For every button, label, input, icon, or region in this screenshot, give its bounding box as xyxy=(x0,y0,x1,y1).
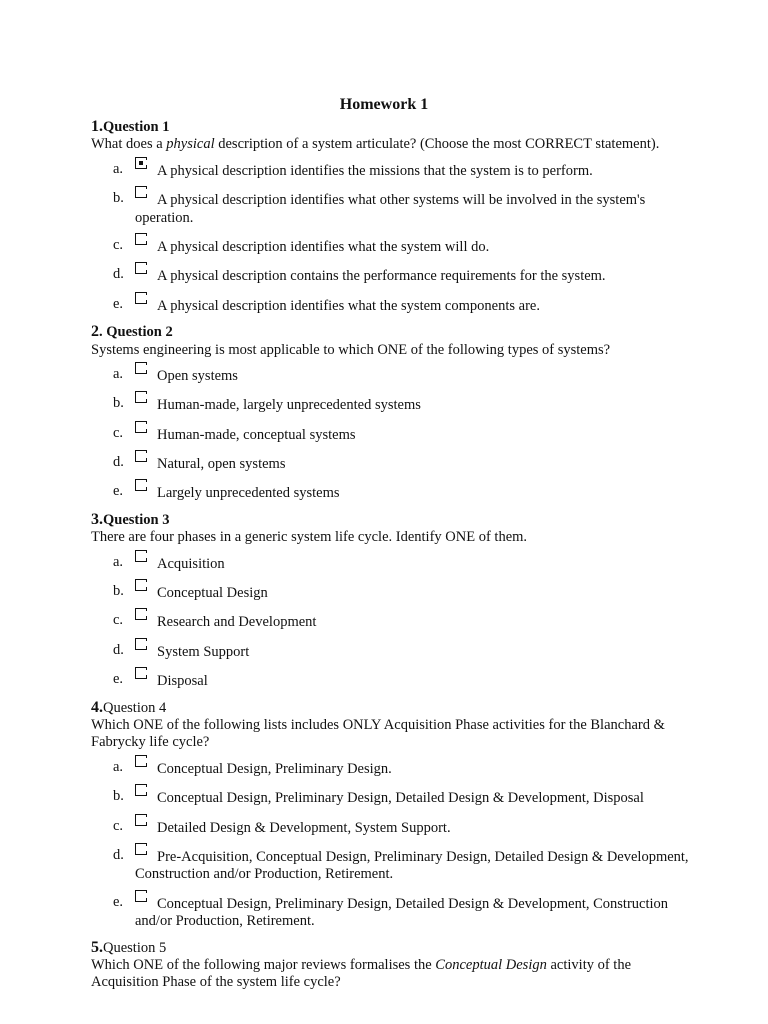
question-text xyxy=(91,529,691,546)
question-text-part: Systems engineering is most applicable to which ONE of the following types of systems? xyxy=(91,341,611,358)
option-letter: a. xyxy=(113,758,124,775)
option-text: Conceptual Design, Preliminary Design, Detailed Design & Development, Disposal xyxy=(157,790,644,807)
answer-option[interactable] xyxy=(91,608,691,631)
question-label: Question 1 xyxy=(103,119,170,135)
question-label: Question 3 xyxy=(103,511,170,528)
answer-option[interactable] xyxy=(91,362,691,385)
answer-option[interactable] xyxy=(91,186,691,227)
radio-icon[interactable] xyxy=(135,450,147,462)
answer-option[interactable] xyxy=(91,262,691,285)
answer-options xyxy=(91,755,691,931)
option-text: A physical description identifies what the system will do. xyxy=(157,238,490,255)
option-text: Research and Development xyxy=(157,614,317,631)
answer-options xyxy=(91,550,691,691)
answer-option[interactable] xyxy=(91,550,691,573)
option-letter: b. xyxy=(113,583,124,600)
question-text-part: description of a system articulate? (Choose the most CORRECT statement). xyxy=(214,136,660,153)
question-text-part: Which ONE of the following major reviews formalises the xyxy=(91,956,436,973)
radio-icon[interactable] xyxy=(135,550,147,562)
page-title: Homework 1 xyxy=(339,96,429,113)
option-letter: e. xyxy=(113,483,124,500)
question-text-part: Which ONE of the following lists includes ONLY Acquisition Phase activities for the Blanchard & Fabrycky life cycle? xyxy=(91,716,665,751)
answer-options xyxy=(91,157,691,315)
answer-option[interactable] xyxy=(91,157,691,180)
option-letter: c. xyxy=(113,817,124,834)
radio-icon[interactable] xyxy=(135,608,147,620)
option-text: Conceptual Design xyxy=(157,585,268,602)
answer-option[interactable] xyxy=(91,421,691,444)
question-heading xyxy=(91,116,691,136)
question-number: 1. xyxy=(91,118,103,135)
option-text: System Support xyxy=(157,643,250,660)
option-text: Largely unprecedented systems xyxy=(157,485,340,502)
answer-option[interactable] xyxy=(91,784,691,807)
radio-selected-icon[interactable] xyxy=(135,157,147,169)
radio-icon[interactable] xyxy=(135,814,147,826)
radio-icon[interactable] xyxy=(135,784,147,796)
question-text xyxy=(91,717,691,752)
radio-icon[interactable] xyxy=(135,638,147,650)
option-text: A physical description identifies what the system components are. xyxy=(157,297,540,314)
option-letter: b. xyxy=(113,395,124,412)
option-letter: a. xyxy=(113,160,124,177)
question-text-emphasis: physical xyxy=(166,136,215,153)
option-text: Pre-Acquisition, Conceptual Design, Preliminary Design, Detailed Design & Development, Construction and/or Production, Retirement. xyxy=(135,848,689,883)
question-1 xyxy=(91,116,691,315)
answer-option[interactable] xyxy=(91,890,691,931)
answer-option[interactable] xyxy=(91,479,691,502)
option-text: Natural, open systems xyxy=(157,456,286,473)
option-letter: a. xyxy=(113,365,124,382)
question-heading xyxy=(91,697,691,717)
question-heading xyxy=(91,509,691,529)
radio-icon[interactable] xyxy=(135,391,147,403)
radio-icon[interactable] xyxy=(135,262,147,274)
answer-option[interactable] xyxy=(91,843,691,884)
radio-icon[interactable] xyxy=(135,843,147,855)
option-text: Human-made, largely unprecedented systems xyxy=(157,397,421,414)
answer-option[interactable] xyxy=(91,450,691,473)
question-heading xyxy=(91,937,691,957)
question-label: Question 4 xyxy=(103,699,167,716)
question-text-part: What does a xyxy=(91,136,167,153)
answer-option[interactable] xyxy=(91,292,691,315)
answer-option[interactable] xyxy=(91,233,691,256)
option-text: A physical description identifies what other systems will be involved in the system's operation. xyxy=(135,192,646,226)
question-text-part: There are four phases in a generic system life cycle. Identify ONE of them. xyxy=(91,529,528,546)
option-letter: e. xyxy=(113,295,124,312)
option-text: Detailed Design & Development, System Support. xyxy=(157,819,451,836)
option-letter: c. xyxy=(113,424,124,441)
option-letter: a. xyxy=(113,553,124,570)
question-text-part: activity of the Acquisition Phase of the system life cycle? xyxy=(91,956,632,991)
question-text xyxy=(91,342,691,359)
radio-icon[interactable] xyxy=(135,362,147,374)
option-text: Open systems xyxy=(157,367,238,384)
option-text: Human-made, conceptual systems xyxy=(157,426,356,443)
answer-option[interactable] xyxy=(91,814,691,837)
radio-icon[interactable] xyxy=(135,579,147,591)
answer-option[interactable] xyxy=(91,755,691,778)
question-label: . Question 2 xyxy=(99,324,173,341)
radio-icon[interactable] xyxy=(135,292,147,304)
answer-option[interactable] xyxy=(91,638,691,661)
question-text-emphasis: Conceptual Design xyxy=(435,956,547,973)
question-text xyxy=(91,957,691,992)
option-text: A physical description identifies the missions that the system is to perform. xyxy=(157,162,593,179)
answer-option[interactable] xyxy=(91,391,691,414)
radio-icon[interactable] xyxy=(135,755,147,767)
radio-icon[interactable] xyxy=(135,421,147,433)
option-letter: e. xyxy=(113,671,124,688)
option-letter: c. xyxy=(113,236,124,253)
radio-icon[interactable] xyxy=(135,890,147,902)
question-number: 5. xyxy=(91,938,103,956)
answer-option[interactable] xyxy=(91,667,691,690)
question-5 xyxy=(91,937,691,992)
question-heading xyxy=(91,321,691,341)
radio-icon[interactable] xyxy=(135,479,147,491)
radio-icon[interactable] xyxy=(135,667,147,679)
option-letter: d. xyxy=(113,454,124,471)
question-3 xyxy=(91,509,691,691)
option-letter: d. xyxy=(113,641,124,658)
option-text: Disposal xyxy=(157,673,208,690)
option-letter: d. xyxy=(113,266,124,283)
option-letter: d. xyxy=(113,846,124,863)
option-text: Conceptual Design, Preliminary Design, Detailed Design & Development, Construction and/or Production, Retirement. xyxy=(135,895,669,930)
questions-list xyxy=(91,116,691,995)
answer-options xyxy=(91,362,691,503)
option-text: Acquisition xyxy=(157,555,225,572)
question-number: 2 xyxy=(91,323,99,341)
question-4 xyxy=(91,697,691,931)
option-text: Conceptual Design, Preliminary Design. xyxy=(157,760,392,777)
question-number: 4. xyxy=(91,698,103,716)
option-letter: c. xyxy=(113,612,124,629)
question-label: Question 5 xyxy=(103,939,167,956)
option-text: A physical description contains the performance requirements for the system. xyxy=(157,268,606,285)
option-letter: b. xyxy=(113,788,124,805)
question-text xyxy=(91,136,691,153)
radio-icon[interactable] xyxy=(135,186,147,198)
question-number: 3. xyxy=(91,510,103,528)
answer-option[interactable] xyxy=(91,579,691,602)
option-letter: e. xyxy=(113,893,124,910)
question-2 xyxy=(91,321,691,503)
radio-icon[interactable] xyxy=(135,233,147,245)
option-letter: b. xyxy=(113,190,124,207)
